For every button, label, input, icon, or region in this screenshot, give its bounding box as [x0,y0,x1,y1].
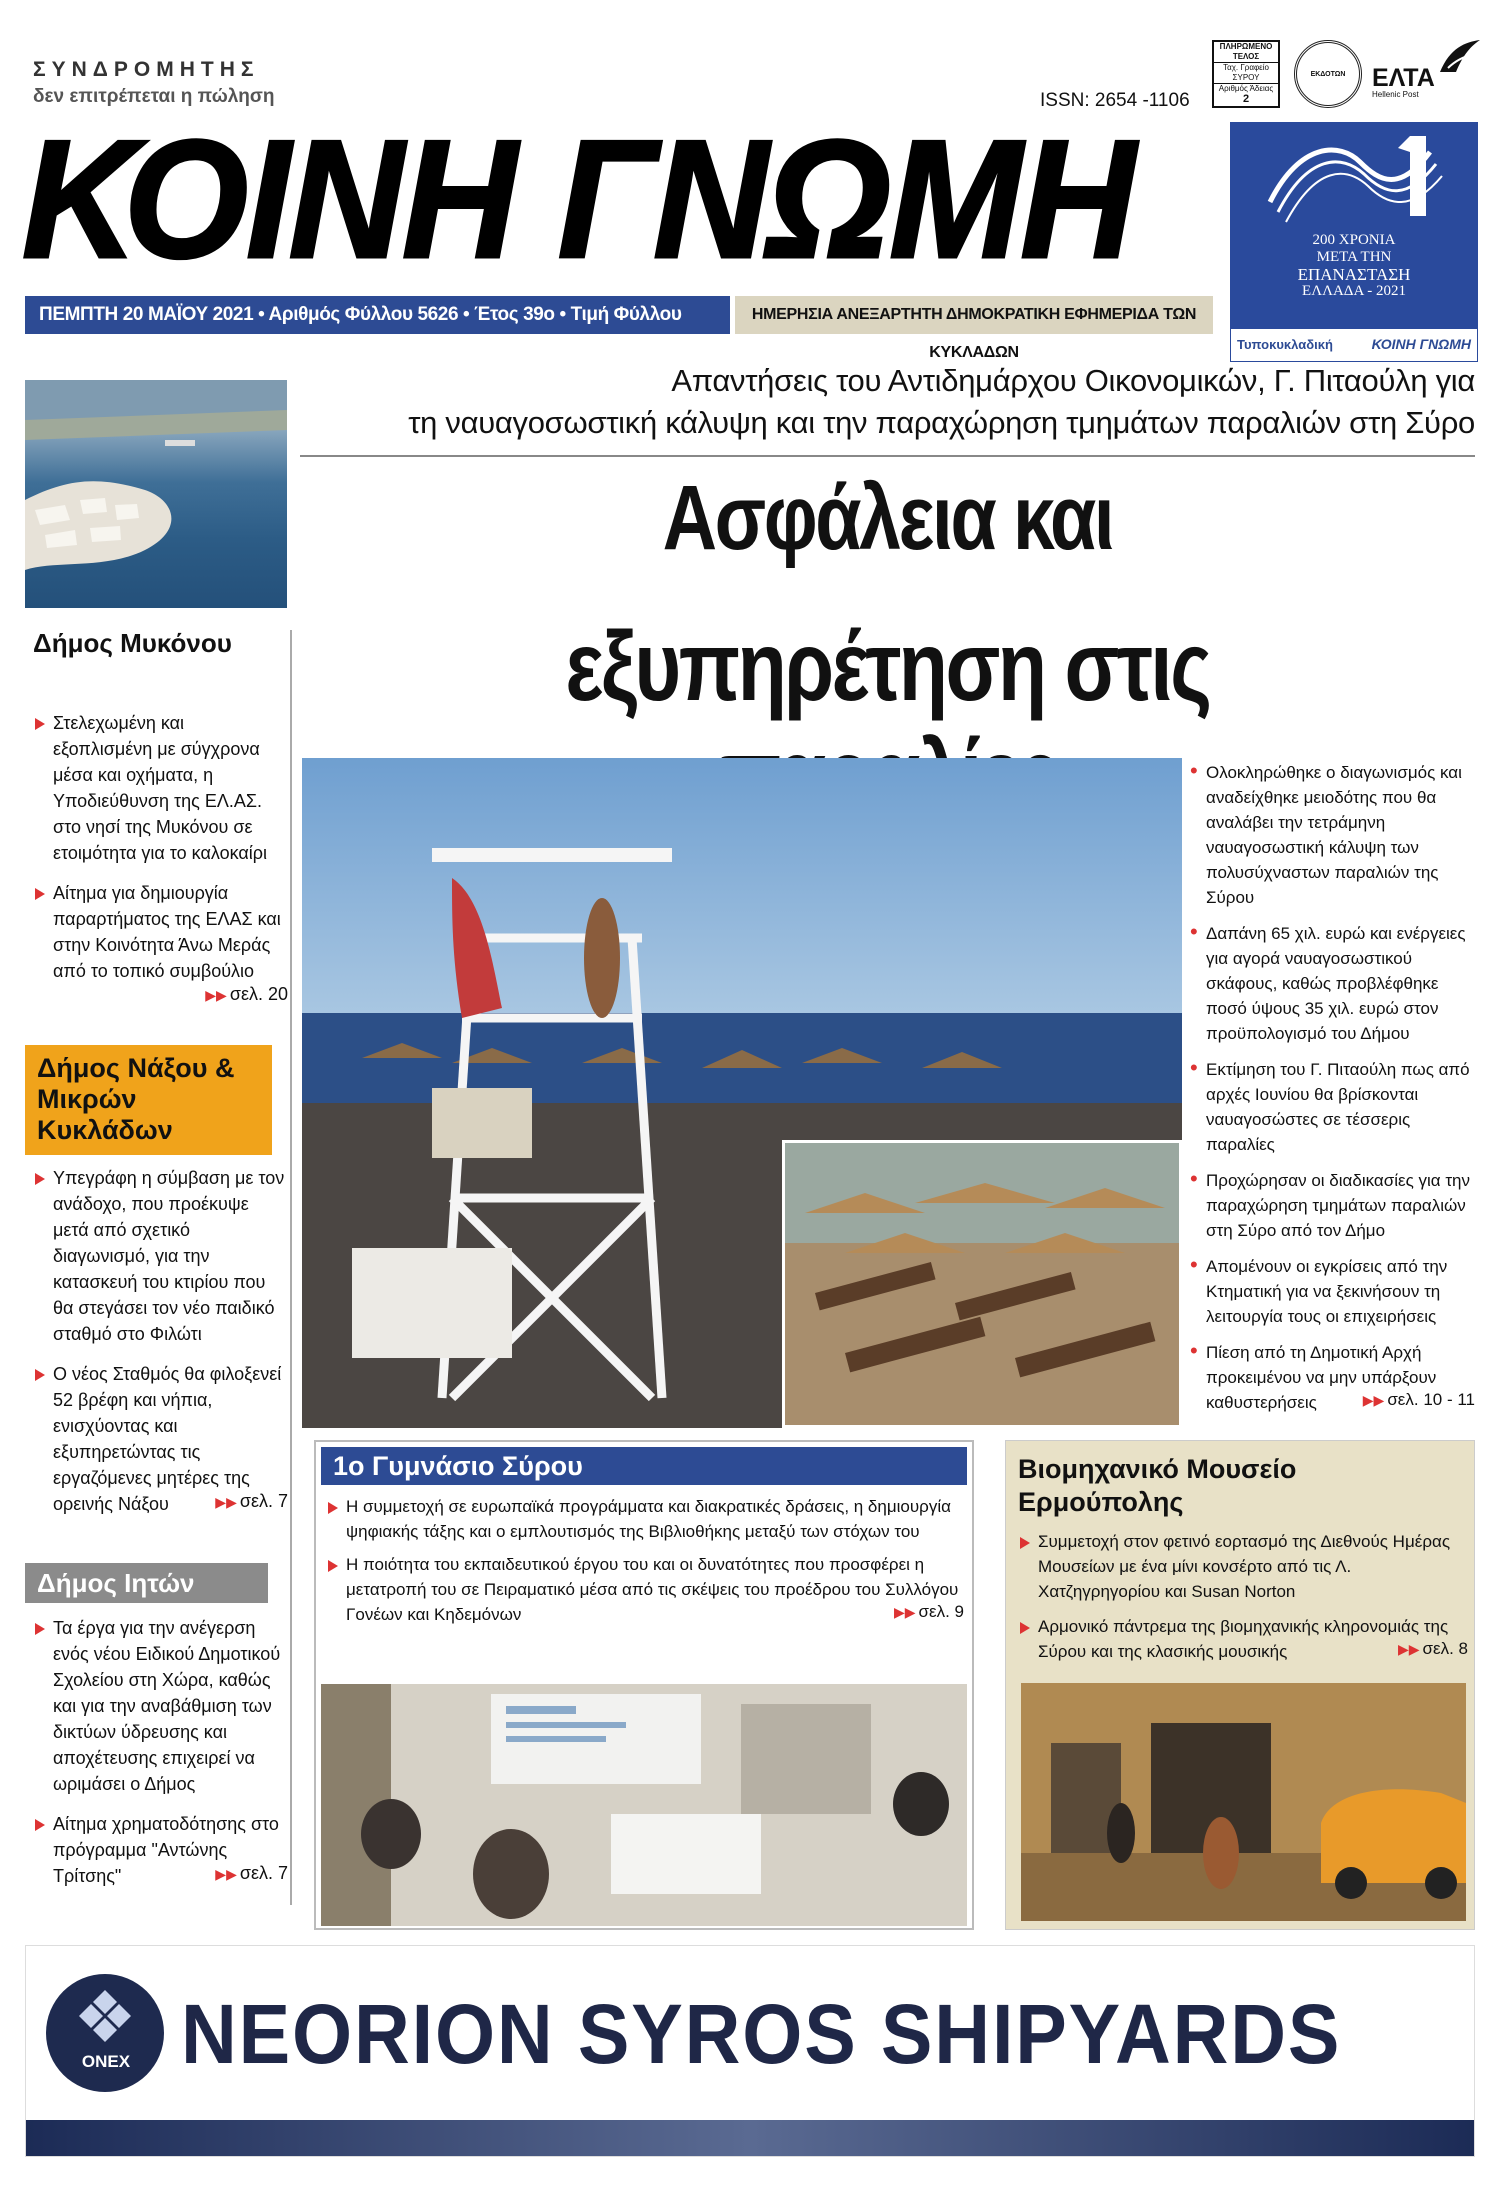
list-item: Αίτημα χρηματοδότησης στο πρόγραμμα "Αντώνης Τρίτσης" [33,1811,288,1889]
list-item: • Δαπάνη 65 χιλ. ευρώ και ενέργειες για αγορά ναυαγοσωστικού σκάφους, καθώς προβλέφθηκε ποσό ύψους 35 χιλ. ευρώ στον προϋπολογισμό του Δήμου [1190,921,1475,1046]
elta-logo [1370,38,1482,108]
sunbeds-image [785,1143,1182,1428]
seal-text: ΕΚΔΟΤΩΝ [1310,70,1346,78]
list-item: Τα έργα για την ανέγερση ενός νέου Ειδικού Δημοτικού Σχολείου στη Χώρα, καθώς και για την αναβάθμιση των δικτύων ύδρευσης και αποχέτευσης επιχειρεί να ωριμάσει ο Δήμος [33,1615,288,1797]
list-item: Η ποιότητα του εκπαιδευτικού έργου του και οι δυνατότητες που προσφέρει η μετατροπή του σε Πειραματικό μέσα από τις σκέψεις του προέδρου του Συλλόγου Γονέων και Κηδεμόνων [326,1552,964,1627]
issn-number: ISSN: 2654 -1106 [1040,90,1190,111]
revolution-21-emblem-icon [1230,122,1478,232]
shipyard-advertisement [25,1945,1475,2157]
column-divider [290,630,292,1905]
main-headline-line1: Ασφάλεια και [662,467,1113,569]
museum-list [1018,1529,1468,1674]
ios-list [33,1615,288,1903]
page-ref-text: σελ. 9 [918,1602,964,1621]
onex-diamond-icon [46,1974,164,2092]
museum-story [1005,1440,1475,1930]
ios-section-title: Δήμος Ιητών [25,1563,268,1603]
rev-line4: ΕΛΛΑΔΑ - 2021 [1302,283,1406,299]
subscriber-note: δεν επιτρέπεται η πώληση [33,86,275,107]
mykonos-list [33,710,288,1005]
revolution-anniversary-box [1230,122,1478,362]
paid-line: ΠΛΗΡΩΜΕΝΟ ΤΕΛΟΣ [1214,42,1278,63]
naxos-section-title: Δήμος Νάξου & Μικρών Κυκλάδων [25,1045,272,1155]
newspaper-title: ΚΟΙΝΗ ΓΝΩΜΗ [22,105,1134,293]
page-ref-text: σελ. 7 [239,1863,288,1883]
list-item: Υπεγράφη η σύμβαση με τον ανάδοχο, που προέκυψε μετά από σχετικό διαγωνισμό, για την κατασκευή του κτιρίου που θα στεγάσει τον νέο παιδικό σταθμό στο Φιλώτι [33,1165,288,1347]
rev-footer [1230,328,1478,362]
typokykladiki-logo: Τυποκυκλαδική [1237,337,1333,352]
onex-label: ONEX [81,2052,131,2071]
rev-line1: 200 ΧΡΟΝΙΑ [1312,232,1396,248]
subhead-line: Απαντήσεις του Αντιδημάρχου Οικονομικών, Γ. Πιταούλη για [671,363,1475,398]
elta-name: ΕΛΤΑ [1372,64,1435,92]
elta-subtitle: Hellenic Post [1372,90,1419,99]
double-arrow-icon: ▶▶ [215,1866,237,1882]
list-item: Στελεχωμένη και εξοπλισμένη με σύγχρονα μέσα και οχήματα, η Υποδιεύθυνση της ΕΛ.ΑΣ. στο νησί της Μυκόνου σε ετοιμότητα για το καλοκαίρι [33,710,288,866]
mykonos-harbour-image [25,380,287,608]
museum-concert-image [1021,1683,1466,1921]
postage-paid-box [1212,40,1280,108]
list-item: Αρμονικό πάντρεμα της βιομηχανικής κληρονομιάς της Σύρου και της κλασικής μουσικής [1018,1614,1468,1664]
list-item: • Εκτίμηση του Γ. Πιταούλη πως από αρχές Ιουνίου θα βρίσκονται ναυαγοσώστες σε τέσσερις παραλίες [1190,1057,1475,1157]
classroom-image [321,1684,967,1926]
gymnasium-title: 1ο Γυμνάσιο Σύρου [321,1447,967,1485]
page-ref-text: σελ. 10 - 11 [1387,1390,1475,1409]
issue-date-bar: ΠΕΜΠΤΗ 20 ΜΑΪΟΥ 2021 • Αριθμός Φύλλου 5626 • Έτος 39ο • Τιμή Φύλλου 0,50€ [25,296,730,334]
classroom-photo [321,1684,967,1926]
ad-bottom-bar [26,2120,1474,2156]
double-arrow-icon: ▶▶ [1362,1392,1385,1408]
page-ref-text: σελ. 20 [229,984,288,1004]
page-ref-text: σελ. 7 [239,1491,288,1511]
paid-line: Αριθμός Άδειας [1218,84,1274,93]
list-item: • Απομένουν οι εγκρίσεις από την Κτηματική για να ξεκινήσουν τη λειτουργία τους οι επιχειρήσεις [1190,1254,1475,1329]
list-item: Συμμετοχή στον φετινό εορτασμό της Διεθνούς Ημέρας Μουσείων με ένα μίνι κονσέρτο από τις Λ. Χατζηγρηγορίου και Susan Norton [1018,1529,1468,1604]
onex-logo-icon [46,1974,164,2092]
gymnasium-list [326,1494,964,1635]
double-arrow-icon: ▶▶ [1397,1641,1420,1657]
museum-title: Βιομηχανικό Μουσείο Ερμούπολης [1018,1454,1297,1517]
paid-line: Ταχ. Γραφείο ΣΥΡΟΥ [1214,63,1278,84]
rev-line3: ΕΠΑΝΑΣΤΑΣΗ [1297,265,1411,284]
mykonos-photo [25,380,287,608]
page-ref-text: σελ. 8 [1422,1639,1468,1658]
paid-line: 2 [1242,93,1250,105]
beach-umbrellas-photo [782,1140,1182,1428]
koini-gnomi-logo: ΚΟΙΝΗ ΓΝΩΜΗ [1371,336,1471,352]
subhead-line: τη ναυαγοσωστική κάλυψη και την παραχώρηση τμημάτων παραλιών στη Σύρο [408,405,1475,440]
double-arrow-icon: ▶▶ [205,987,227,1003]
double-arrow-icon: ▶▶ [893,1604,916,1620]
list-item: Ο νέος Σταθμός θα φιλοξενεί 52 βρέφη και νήπια, ενισχύοντας και εξυπηρετώντας τις εργαζόμενες μητέρες της ορεινής Νάξου [33,1361,288,1517]
main-subheadline [300,360,1475,444]
publishers-seal-icon [1294,40,1362,108]
divider [300,455,1475,457]
newspaper-tagline: ΗΜΕΡΗΣΙΑ ΑΝΕΞΑΡΤΗΤΗ ΔΗΜΟΚΡΑΤΙΚΗ ΕΦΗΜΕΡΙΔΑ ΤΩΝ ΚΥΚΛΑΔΩΝ [735,296,1213,334]
list-item: Αίτημα για δημιουργία παραρτήματος της ΕΛΑΣ και στην Κοινότητα Άνω Μεράς από το τοπικό συμβούλιο [33,880,288,984]
gymnasium-story [314,1440,974,1930]
page-reference [205,984,288,1005]
list-item: • Προχώρησαν οι διαδικασίες για την παραχώρηση τμημάτων παραλιών στη Σύρο από τον Δήμο [1190,1168,1475,1243]
main-story-bullets [1190,760,1475,1426]
list-item: • Ολοκληρώθηκε ο διαγωνισμός και αναδείχθηκε μειοδότης που θα αναλάβει την τετράμηνη ναυαγοσωστική κάλυψη των πολυσύχναστων παραλιών της Σύρου [1190,760,1475,910]
rev-line2: ΜΕΤΑ ΤΗΝ [1316,249,1392,265]
naxos-list [33,1165,288,1531]
ad-headline: NEORION SYROS SHIPYARDS [181,1987,1342,2081]
main-headline-line2: εξυπηρέτηση στις [565,611,1210,721]
list-item: • Πίεση από τη Δημοτική Αρχή προκειμένου να μην υπάρξουν καθυστερήσεις [1190,1340,1475,1415]
mykonos-section-title: Δήμος Μυκόνου [33,628,232,658]
double-arrow-icon: ▶▶ [215,1494,237,1510]
list-item: Η συμμετοχή σε ευρωπαϊκά προγράμματα και διακρατικές δράσεις, η δημιουργία ψηφιακής τάξης και ο εμπλουτισμός της Βιβλιοθήκης μεταξύ των στόχων του [326,1494,964,1544]
subscriber-label: ΣΥΝΔΡΟΜΗΤΗΣ [33,58,260,81]
concert-photo [1021,1683,1466,1921]
